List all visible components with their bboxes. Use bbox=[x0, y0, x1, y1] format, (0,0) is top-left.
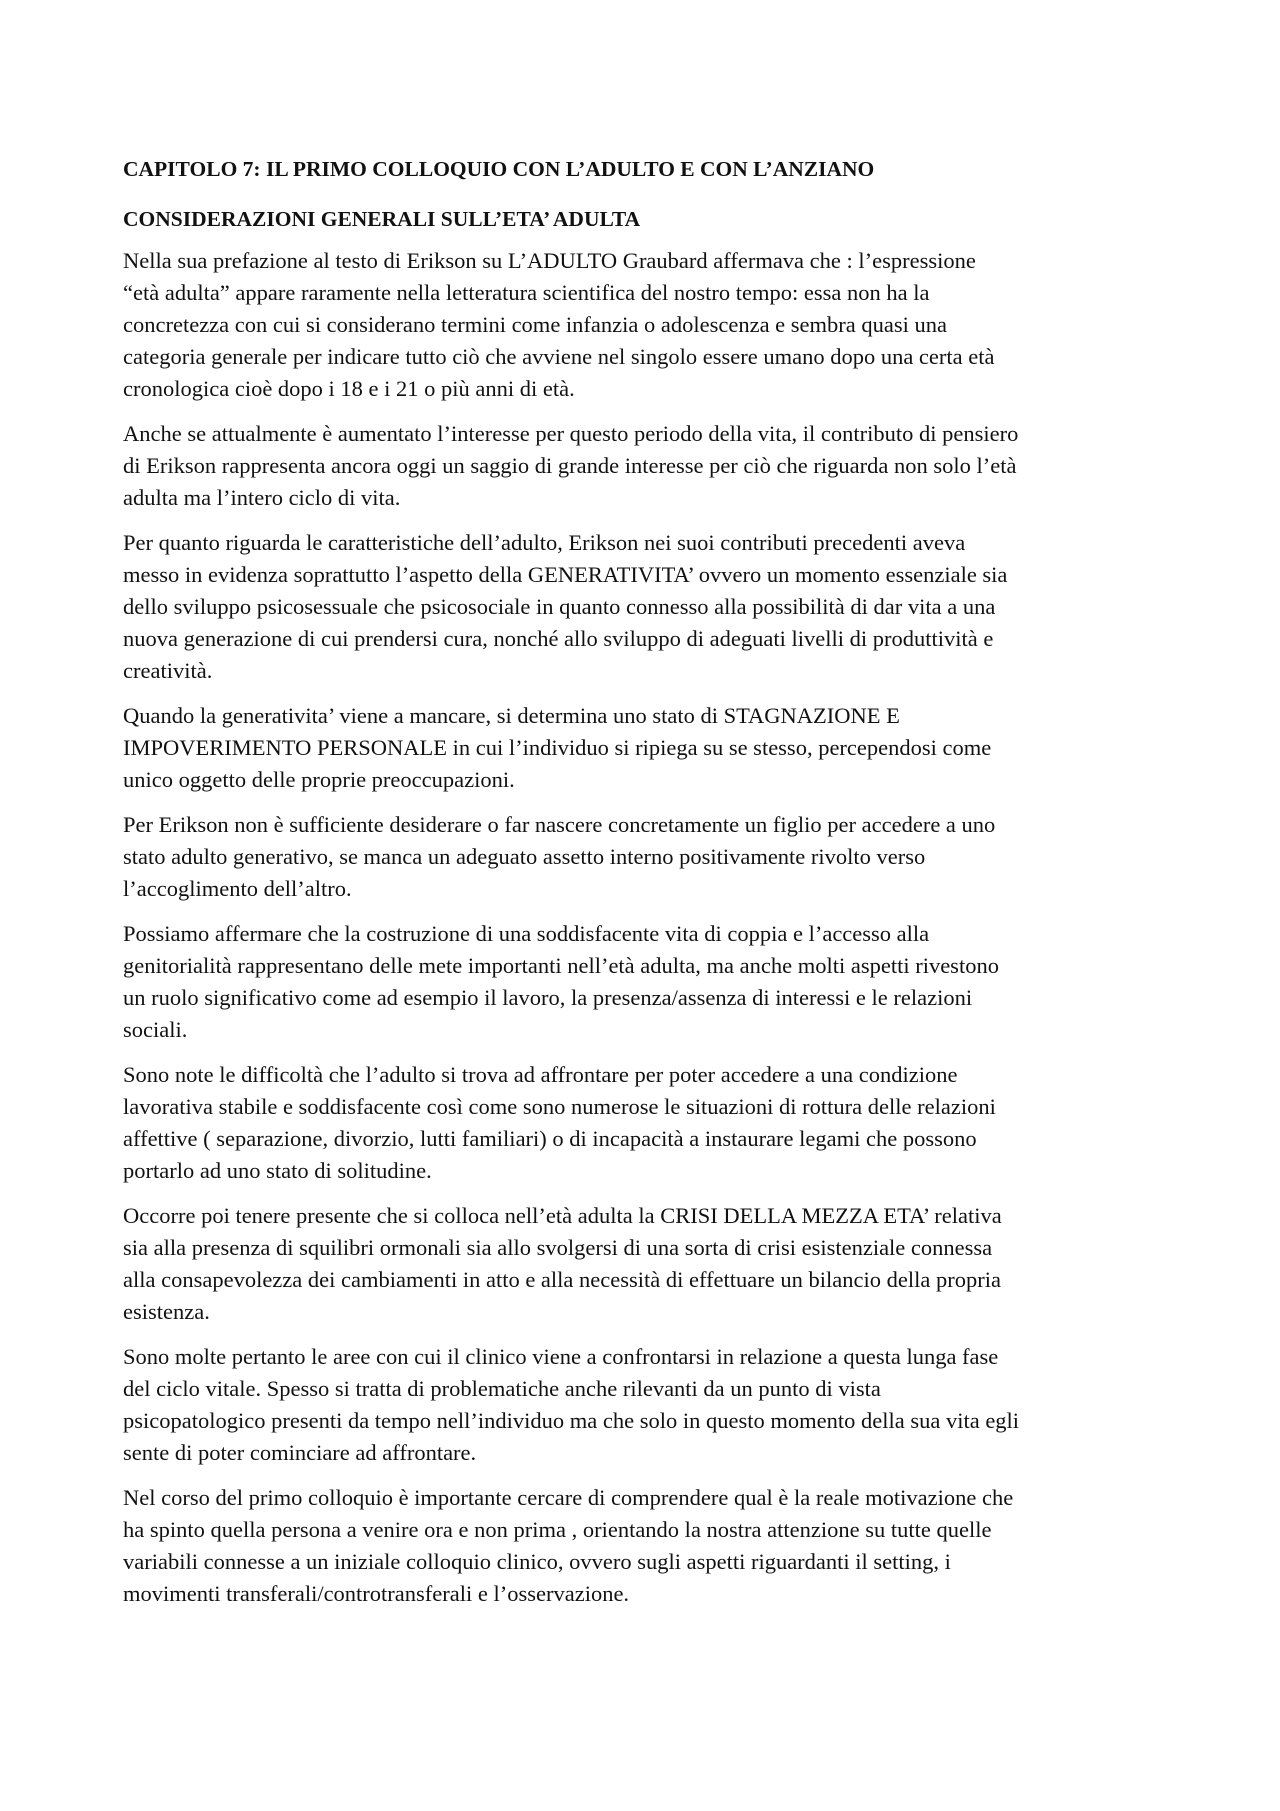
text-line: ha spinto quella persona a venire ora e non prima , orientando la nostra attenzione su tutte quelle bbox=[123, 1517, 992, 1542]
text-line: Nel corso del primo colloquio è importante cercare di comprendere qual è la reale motivazione che bbox=[123, 1485, 1014, 1510]
chapter-title: CAPITOLO 7: IL PRIMO COLLOQUIO CON L’ADULTO E CON L’ANZIANO bbox=[123, 157, 875, 181]
paragraph bbox=[123, 527, 1168, 687]
paragraph bbox=[123, 1482, 1168, 1610]
text-line: lavorativa stabile e soddisfacente così come sono numerose le situazioni di rottura delle relazioni bbox=[123, 1094, 996, 1119]
text-line: Sono molte pertanto le aree con cui il clinico viene a confrontarsi in relazione a questa lunga fase bbox=[123, 1344, 999, 1369]
text-line: genitorialità rappresentano delle mete importanti nell’età adulta, ma anche molti aspetti rivestono bbox=[123, 953, 999, 978]
text-line: esistenza. bbox=[123, 1299, 210, 1324]
text-line: sia alla presenza di squilibri ormonali sia allo svolgersi di una sorta di crisi esistenziale connessa bbox=[123, 1235, 993, 1260]
text-line: concretezza con cui si considerano termini come infanzia o adolescenza e sembra quasi una bbox=[123, 312, 947, 337]
text-line: un ruolo significativo come ad esempio il lavoro, la presenza/assenza di interessi e le relazioni bbox=[123, 985, 973, 1010]
paragraph bbox=[123, 700, 1168, 796]
paragraph bbox=[123, 918, 1168, 1046]
paragraph bbox=[123, 809, 1168, 905]
text-line: dello sviluppo psicosessuale che psicosociale in quanto connesso alla possibilità di dar vita a una bbox=[123, 594, 996, 619]
text-line: Per Erikson non è sufficiente desiderare o far nascere concretamente un figlio per accedere a uno bbox=[123, 812, 996, 837]
section-title: CONSIDERAZIONI GENERALI SULL’ETA’ ADULTA bbox=[123, 207, 641, 231]
text-line: messo in evidenza soprattutto l’aspetto della GENERATIVITA’ ovvero un momento essenziale sia bbox=[123, 562, 1008, 587]
text-line: Possiamo affermare che la costruzione di una soddisfacente vita di coppia e l’accesso alla bbox=[123, 921, 930, 946]
text-line: psicopatologico presenti da tempo nell’individuo ma che solo in questo momento della sua vita egli bbox=[123, 1408, 1020, 1433]
text-line: variabili connesse a un iniziale colloquio clinico, ovvero sugli aspetti riguardanti il setting, i bbox=[123, 1549, 951, 1574]
text-line: Anche se attualmente è aumentato l’interesse per questo periodo della vita, il contributo di pensiero bbox=[123, 421, 1019, 446]
paragraph bbox=[123, 245, 1168, 405]
text-line: Per quanto riguarda le caratteristiche dell’adulto, Erikson nei suoi contributi precedenti aveva bbox=[123, 530, 966, 555]
text-line: cronologica cioè dopo i 18 e i 21 o più anni di età. bbox=[123, 376, 575, 401]
text-line: affettive ( separazione, divorzio, lutti familiari) o di incapacità a instaurare legami che possono bbox=[123, 1126, 977, 1151]
text-line: unico oggetto delle proprie preoccupazioni. bbox=[123, 767, 515, 792]
text-line: Quando la generativita’ viene a mancare, si determina uno stato di STAGNAZIONE E bbox=[123, 703, 900, 728]
paragraph bbox=[123, 1200, 1168, 1328]
text-line: Occorre poi tenere presente che si colloca nell’età adulta la CRISI DELLA MEZZA ETA’ relativa bbox=[123, 1203, 1002, 1228]
text-line: l’accoglimento dell’altro. bbox=[123, 876, 352, 901]
text-line: “età adulta” appare raramente nella letteratura scientifica del nostro tempo: essa non ha la bbox=[123, 280, 930, 305]
text-line: stato adulto generativo, se manca un adeguato assetto interno positivamente rivolto verso bbox=[123, 844, 926, 869]
text-line: sociali. bbox=[123, 1017, 188, 1042]
text-line: movimenti transferali/controtransferali e l’osservazione. bbox=[123, 1581, 630, 1606]
text-line: portarlo ad uno stato di solitudine. bbox=[123, 1158, 432, 1183]
text-line: nuova generazione di cui prendersi cura, nonché allo sviluppo di adeguati livelli di produttività e bbox=[123, 626, 994, 651]
text-line: di Erikson rappresenta ancora oggi un saggio di grande interesse per ciò che riguarda non solo l’età bbox=[123, 453, 1017, 478]
text-line: adulta ma l’intero ciclo di vita. bbox=[123, 485, 401, 510]
text-line: creatività. bbox=[123, 658, 213, 683]
text-line: Nella sua prefazione al testo di Erikson su L’ADULTO Graubard affermava che : l’espressione bbox=[123, 248, 976, 273]
paragraph bbox=[123, 418, 1168, 514]
paragraph bbox=[123, 1341, 1168, 1469]
text-line: sente di poter cominciare ad affrontare. bbox=[123, 1440, 477, 1465]
text-line: del ciclo vitale. Spesso si tratta di problematiche anche rilevanti da un punto di vista bbox=[123, 1376, 881, 1401]
text-line: Sono note le difficoltà che l’adulto si trova ad affrontare per poter accedere a una condizione bbox=[123, 1062, 958, 1087]
text-line: IMPOVERIMENTO PERSONALE in cui l’individuo si ripiega su se stesso, percependosi come bbox=[123, 735, 992, 760]
text-line: categoria generale per indicare tutto ciò che avviene nel singolo essere umano dopo una certa età bbox=[123, 344, 995, 369]
paragraph bbox=[123, 1059, 1168, 1187]
document-body bbox=[123, 153, 1168, 1623]
text-line: alla consapevolezza dei cambiamenti in atto e alla necessità di effettuare un bilancio della propria bbox=[123, 1267, 1001, 1292]
